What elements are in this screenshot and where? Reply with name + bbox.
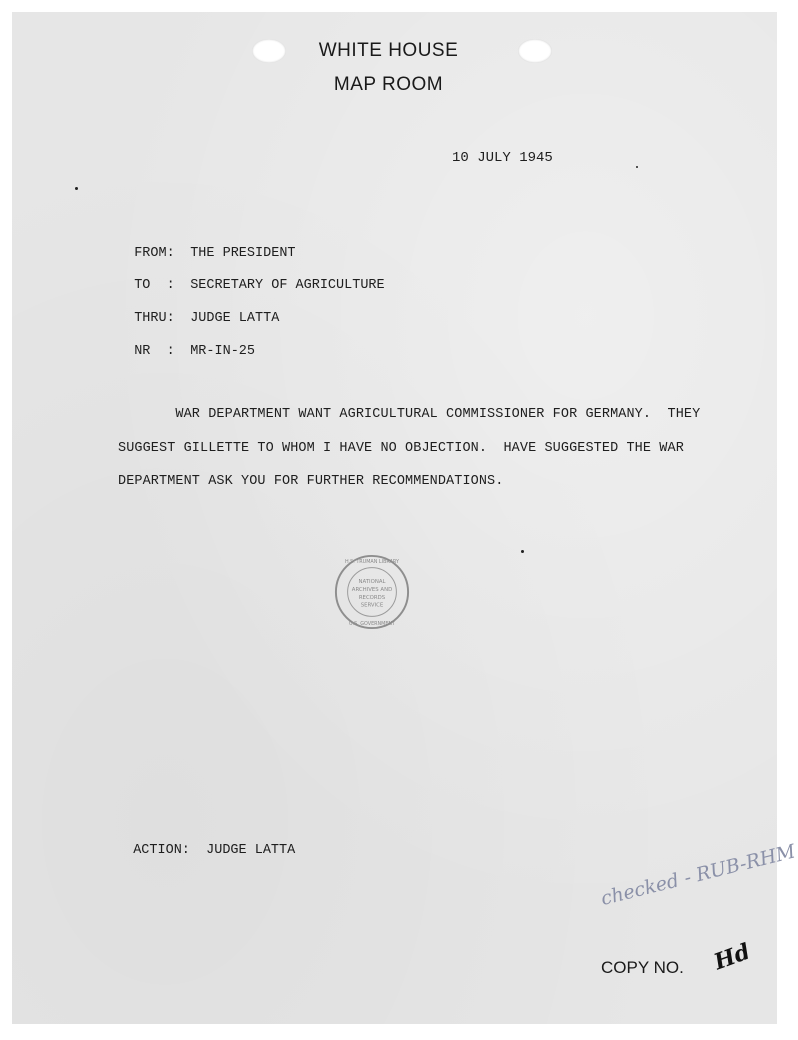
field-to — [118, 263, 385, 293]
action-line — [117, 828, 295, 858]
field-to-label: TO : — [134, 278, 175, 293]
message-body-line-3: DEPARTMENT ASK YOU FOR FURTHER RECOMMENDATIONS. — [118, 474, 504, 489]
ink-speck — [521, 550, 524, 553]
archive-seal-stamp — [333, 553, 411, 631]
ink-speck — [636, 166, 638, 168]
message-date: 10 JULY 1945 — [452, 150, 553, 166]
copy-number-handwritten: Hd — [710, 938, 754, 976]
svg-text:SERVICE: SERVICE — [360, 602, 384, 609]
field-nr-value: MR-IN-25 — [190, 344, 256, 359]
action-value: JUDGE LATTA — [206, 843, 296, 858]
svg-text:U.S. GOVERNMENT: U.S. GOVERNMENT — [348, 621, 396, 628]
field-nr — [118, 329, 255, 359]
ink-speck — [75, 187, 78, 190]
header-map-room: MAP ROOM — [333, 74, 444, 95]
field-thru-label: THRU: — [134, 311, 175, 326]
field-nr-label: NR : — [134, 344, 175, 359]
svg-text:ARCHIVES AND: ARCHIVES AND — [351, 587, 393, 594]
header-white-house: WHITE HOUSE — [318, 40, 459, 61]
field-from — [118, 231, 296, 261]
field-to-value: SECRETARY OF AGRICULTURE — [190, 278, 385, 293]
action-label: ACTION: — [133, 843, 190, 858]
field-from-label: FROM: — [134, 246, 175, 261]
message-body-line-2: SUGGEST GILLETTE TO WHOM I HAVE NO OBJECTION. HAVE SUGGESTED THE WAR — [118, 441, 684, 456]
field-from-value: THE PRESIDENT — [190, 246, 296, 261]
svg-text:H.S. TRUMAN LIBRARY: H.S. TRUMAN LIBRARY — [345, 558, 399, 565]
copy-number-label: COPY NO. — [601, 958, 684, 977]
handwritten-annotation: checked - RUB-RHM — [598, 840, 798, 910]
field-thru — [118, 296, 279, 326]
message-body-line-1: WAR DEPARTMENT WANT AGRICULTURAL COMMISSIONER FOR GERMANY. THEY — [118, 407, 701, 422]
svg-text:RECORDS: RECORDS — [358, 594, 386, 601]
field-thru-value: JUDGE LATTA — [190, 311, 280, 326]
svg-text:NATIONAL: NATIONAL — [358, 579, 386, 586]
